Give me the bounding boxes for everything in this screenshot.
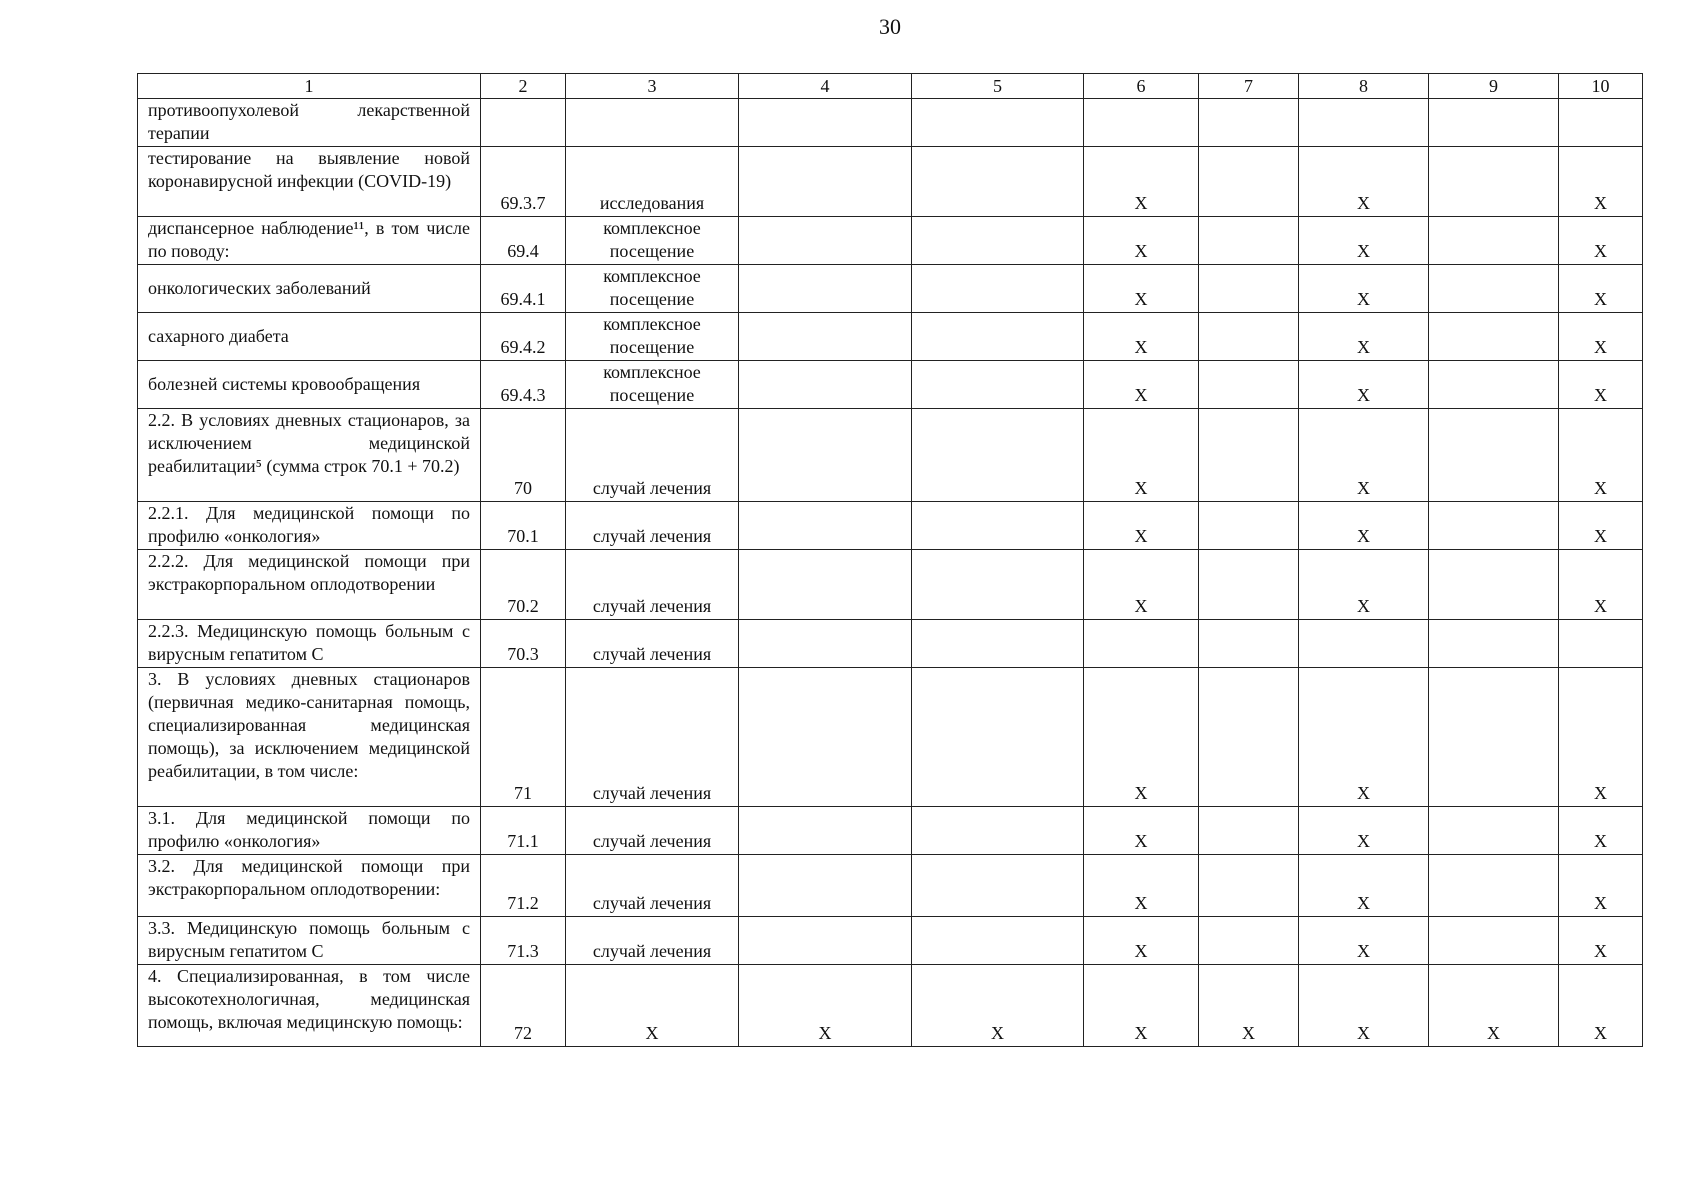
row-value-cell (912, 620, 1084, 668)
row-code-cell: 70.2 (481, 550, 566, 620)
row-code-cell: 71 (481, 668, 566, 807)
row-value-cell: X (1084, 807, 1199, 855)
table-row (138, 550, 1643, 620)
row-name-cell: сахарного диабета (138, 313, 481, 361)
row-value-cell: X (1559, 265, 1643, 313)
row-name-cell: 2.2.1. Для медицинской помощи по профилю «онкология» (138, 502, 481, 550)
row-value-cell (739, 217, 912, 265)
row-value-cell (739, 620, 912, 668)
row-value-cell: X (1559, 313, 1643, 361)
row-value-cell: X (1084, 265, 1199, 313)
row-code-cell: 69.4.2 (481, 313, 566, 361)
row-value-cell (1199, 620, 1299, 668)
row-value-cell (739, 99, 912, 147)
row-value-cell (739, 668, 912, 807)
row-code-cell: 69.3.7 (481, 147, 566, 217)
row-value-cell (1199, 550, 1299, 620)
row-value-cell (1199, 917, 1299, 965)
row-code-cell: 70.3 (481, 620, 566, 668)
table-header-row (138, 74, 1643, 99)
row-value-cell (912, 807, 1084, 855)
row-value-cell (1429, 620, 1559, 668)
row-name-cell: 3.2. Для медицинской помощи при экстракорпоральном оплодотворении: (138, 855, 481, 917)
row-value-cell (912, 147, 1084, 217)
table-row (138, 217, 1643, 265)
row-value-cell (739, 313, 912, 361)
row-name-cell: 2.2.2. Для медицинской помощи при экстракорпоральном оплодотворении (138, 550, 481, 620)
table-row (138, 265, 1643, 313)
row-value-cell (739, 502, 912, 550)
header-cell: 7 (1199, 74, 1299, 99)
row-value-cell: X (1559, 217, 1643, 265)
row-name-cell: 2.2.3. Медицинскую помощь больным с вирусным гепатитом С (138, 620, 481, 668)
row-value-cell: X (1299, 855, 1429, 917)
row-value-cell (1429, 409, 1559, 502)
row-value-cell: X (1084, 550, 1199, 620)
row-value-cell (1199, 313, 1299, 361)
row-value-cell (739, 265, 912, 313)
row-code-cell: 70 (481, 409, 566, 502)
row-value-cell: X (1084, 917, 1199, 965)
row-code-cell: 69.4.1 (481, 265, 566, 313)
row-unit-cell: случай лечения (566, 409, 739, 502)
row-unit-cell: случай лечения (566, 668, 739, 807)
row-name-cell: 3. В условиях дневных стационаров (первичная медико-санитарная помощь, специализированная медицинская помощь), за исключением медицинской реабилитации, в том числе: (138, 668, 481, 807)
row-value-cell (1199, 855, 1299, 917)
row-value-cell: X (1299, 217, 1429, 265)
row-value-cell (739, 409, 912, 502)
table-row (138, 99, 1643, 147)
table-row (138, 502, 1643, 550)
row-name-cell: 2.2. В условиях дневных стационаров, за исключением медицинской реабилитации⁵ (сумма строк 70.1 + 70.2) (138, 409, 481, 502)
row-value-cell (912, 668, 1084, 807)
table-row (138, 855, 1643, 917)
row-value-cell (1299, 620, 1429, 668)
row-value-cell (1199, 217, 1299, 265)
row-value-cell (912, 550, 1084, 620)
row-value-cell (1559, 99, 1643, 147)
data-table (137, 73, 1643, 1047)
row-value-cell: X (1299, 147, 1429, 217)
header-cell: 2 (481, 74, 566, 99)
header-cell: 5 (912, 74, 1084, 99)
table-row (138, 807, 1643, 855)
row-unit-cell: комплексное посещение (566, 265, 739, 313)
row-value-cell (739, 147, 912, 217)
header-cell: 6 (1084, 74, 1199, 99)
row-code-cell: 72 (481, 965, 566, 1047)
row-value-cell (912, 265, 1084, 313)
row-value-cell: X (1299, 313, 1429, 361)
row-unit-cell: случай лечения (566, 917, 739, 965)
row-value-cell (1199, 409, 1299, 502)
row-value-cell: X (739, 965, 912, 1047)
row-value-cell: X (1429, 965, 1559, 1047)
row-value-cell: X (1299, 917, 1429, 965)
row-unit-cell: исследования (566, 147, 739, 217)
row-value-cell (1429, 550, 1559, 620)
row-value-cell (1084, 620, 1199, 668)
row-unit-cell (566, 99, 739, 147)
row-value-cell: X (912, 965, 1084, 1047)
row-value-cell (1429, 855, 1559, 917)
row-value-cell (1429, 668, 1559, 807)
row-value-cell (1559, 620, 1643, 668)
row-value-cell (912, 361, 1084, 409)
row-value-cell (1429, 361, 1559, 409)
row-value-cell (1429, 265, 1559, 313)
row-value-cell (912, 855, 1084, 917)
row-value-cell (1199, 668, 1299, 807)
row-value-cell (1429, 147, 1559, 217)
row-value-cell: X (1084, 668, 1199, 807)
row-value-cell: X (1559, 855, 1643, 917)
row-value-cell: X (1299, 807, 1429, 855)
row-value-cell (1429, 807, 1559, 855)
row-value-cell: X (1299, 265, 1429, 313)
row-code-cell (481, 99, 566, 147)
row-value-cell (912, 99, 1084, 147)
row-value-cell: X (1299, 409, 1429, 502)
row-value-cell: X (1084, 313, 1199, 361)
row-value-cell: X (1084, 502, 1199, 550)
row-value-cell: X (1559, 807, 1643, 855)
row-unit-cell: случай лечения (566, 807, 739, 855)
row-unit-cell: комплексное посещение (566, 361, 739, 409)
row-value-cell (739, 855, 912, 917)
row-value-cell (1299, 99, 1429, 147)
row-value-cell (912, 313, 1084, 361)
row-code-cell: 71.2 (481, 855, 566, 917)
table-row (138, 147, 1643, 217)
header-cell: 1 (138, 74, 481, 99)
row-name-cell: противоопухолевой лекарственной терапии (138, 99, 481, 147)
row-value-cell (912, 409, 1084, 502)
row-value-cell: X (1559, 668, 1643, 807)
row-value-cell: X (1084, 147, 1199, 217)
row-value-cell (1429, 502, 1559, 550)
row-value-cell: X (1084, 409, 1199, 502)
row-value-cell: X (1559, 147, 1643, 217)
row-value-cell (1199, 99, 1299, 147)
row-value-cell (1429, 217, 1559, 265)
header-cell: 4 (739, 74, 912, 99)
row-unit-cell: комплексное посещение (566, 313, 739, 361)
row-value-cell: X (1299, 668, 1429, 807)
header-cell: 9 (1429, 74, 1559, 99)
row-unit-cell: X (566, 965, 739, 1047)
row-value-cell (912, 502, 1084, 550)
row-unit-cell: случай лечения (566, 502, 739, 550)
table-row (138, 361, 1643, 409)
row-value-cell (1199, 361, 1299, 409)
table-row (138, 917, 1643, 965)
row-value-cell (739, 917, 912, 965)
row-value-cell (912, 917, 1084, 965)
row-name-cell: 4. Специализированная, в том числе высокотехнологичная, медицинская помощь, включая медицинскую помощь: (138, 965, 481, 1047)
row-name-cell: тестирование на выявление новой коронавирусной инфекции (COVID-19) (138, 147, 481, 217)
row-value-cell (739, 550, 912, 620)
row-value-cell: X (1559, 965, 1643, 1047)
row-value-cell: X (1084, 855, 1199, 917)
row-unit-cell: случай лечения (566, 550, 739, 620)
table-row (138, 620, 1643, 668)
row-code-cell: 71.3 (481, 917, 566, 965)
row-value-cell: X (1199, 965, 1299, 1047)
table-row (138, 409, 1643, 502)
row-value-cell: X (1299, 965, 1429, 1047)
row-unit-cell: комплексное посещение (566, 217, 739, 265)
row-code-cell: 69.4 (481, 217, 566, 265)
row-value-cell (1429, 313, 1559, 361)
row-name-cell: болезней системы кровообращения (138, 361, 481, 409)
row-name-cell: 3.1. Для медицинской помощи по профилю «онкология» (138, 807, 481, 855)
table-row (138, 965, 1643, 1047)
row-value-cell: X (1559, 550, 1643, 620)
row-value-cell: X (1559, 361, 1643, 409)
row-value-cell (1084, 99, 1199, 147)
row-value-cell: X (1084, 217, 1199, 265)
header-cell: 3 (566, 74, 739, 99)
row-name-cell: онкологических заболеваний (138, 265, 481, 313)
row-value-cell: X (1299, 550, 1429, 620)
page-number: 30 (879, 14, 901, 39)
row-value-cell (739, 361, 912, 409)
table-row (138, 313, 1643, 361)
row-value-cell: X (1299, 502, 1429, 550)
row-code-cell: 71.1 (481, 807, 566, 855)
row-unit-cell: случай лечения (566, 620, 739, 668)
row-value-cell (1199, 502, 1299, 550)
row-value-cell: X (1084, 361, 1199, 409)
row-value-cell (1199, 147, 1299, 217)
row-value-cell (1429, 99, 1559, 147)
row-value-cell: X (1559, 502, 1643, 550)
row-value-cell (1199, 807, 1299, 855)
row-code-cell: 70.1 (481, 502, 566, 550)
row-value-cell: X (1559, 917, 1643, 965)
row-unit-cell: случай лечения (566, 855, 739, 917)
row-value-cell: X (1084, 965, 1199, 1047)
row-name-cell: 3.3. Медицинскую помощь больным с вирусным гепатитом С (138, 917, 481, 965)
row-value-cell: X (1559, 409, 1643, 502)
row-value-cell (1199, 265, 1299, 313)
row-value-cell: X (1299, 361, 1429, 409)
row-value-cell (912, 217, 1084, 265)
table-row (138, 668, 1643, 807)
row-code-cell: 69.4.3 (481, 361, 566, 409)
header-cell: 10 (1559, 74, 1643, 99)
row-name-cell: диспансерное наблюдение¹¹, в том числе по поводу: (138, 217, 481, 265)
header-cell: 8 (1299, 74, 1429, 99)
row-value-cell (1429, 917, 1559, 965)
row-value-cell (739, 807, 912, 855)
